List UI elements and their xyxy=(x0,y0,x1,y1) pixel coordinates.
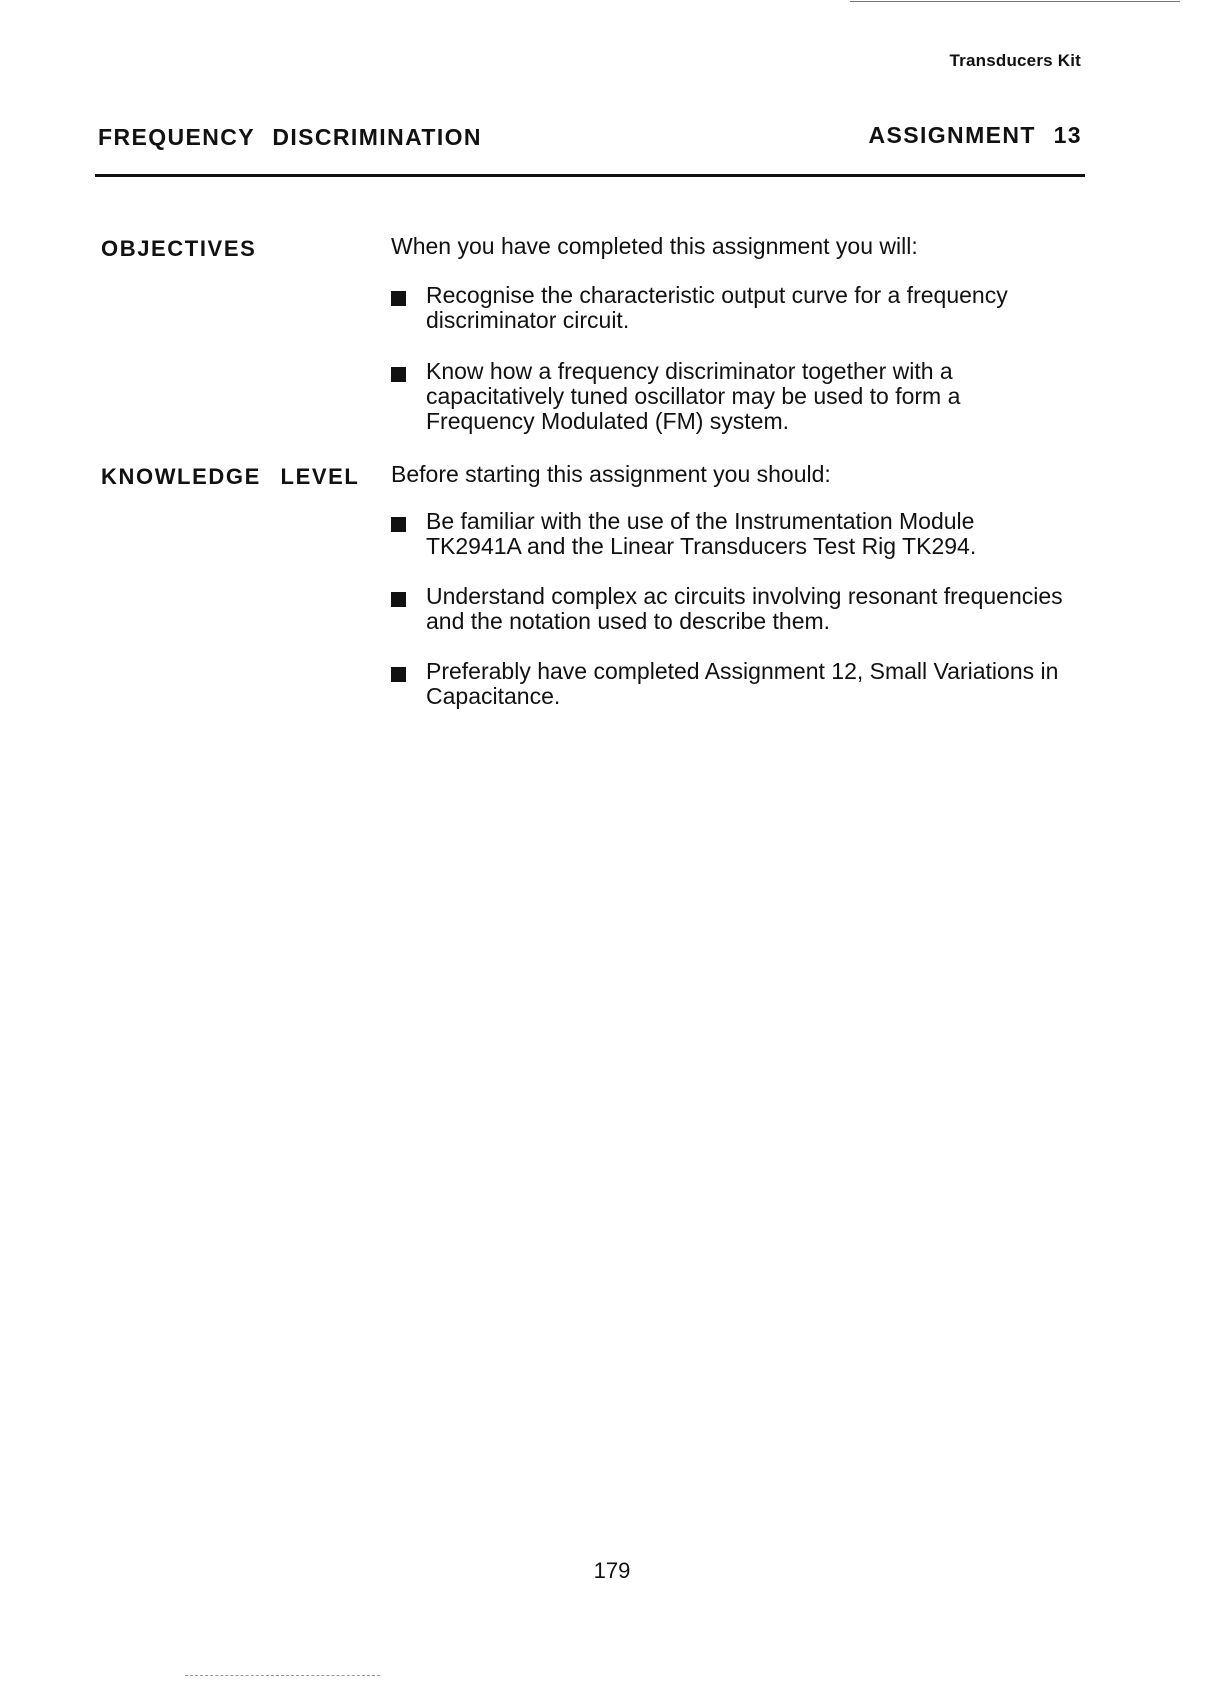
square-bullet-icon xyxy=(391,592,406,607)
running-header-kit: Transducers Kit xyxy=(949,51,1081,70)
objectives-item-text: Know how a frequency discriminator together with a capacitatively tuned oscillator may be used to form a Frequency Modulated (FM) system. xyxy=(426,358,961,434)
knowledge-level-heading: KNOWLEDGE LEVEL xyxy=(101,464,360,489)
knowledge-item-text: Understand complex ac circuits involving resonant frequencies and the notation used to describe them. xyxy=(426,583,1063,634)
knowledge-item-text: Be familiar with the use of the Instrumentation Module TK2941A and the Linear Transducers Test Rig TK294. xyxy=(426,508,977,559)
header-divider xyxy=(95,174,1085,177)
knowledge-level-intro: Before starting this assignment you should: xyxy=(391,461,831,487)
objectives-intro: When you have completed this assignment you will: xyxy=(391,233,918,259)
knowledge-list-item xyxy=(391,509,1071,559)
knowledge-list-item xyxy=(391,659,1071,709)
square-bullet-icon xyxy=(391,517,406,532)
knowledge-list-item xyxy=(391,584,1071,634)
objectives-list-item xyxy=(391,283,1071,333)
assignment-title: FREQUENCY DISCRIMINATION xyxy=(98,124,482,150)
square-bullet-icon xyxy=(391,291,406,306)
page-number: 179 xyxy=(593,1558,631,1583)
objectives-heading: OBJECTIVES xyxy=(101,236,257,261)
knowledge-item-text: Preferably have completed Assignment 12, Small Variations in Capacitance. xyxy=(426,658,1059,709)
objectives-list-item xyxy=(391,359,1071,434)
square-bullet-icon xyxy=(391,667,406,682)
square-bullet-icon xyxy=(391,367,406,382)
objectives-item-text: Recognise the characteristic output curve for a frequency discriminator circuit. xyxy=(426,282,1008,333)
bottom-edge-rule xyxy=(185,1675,380,1676)
top-edge-rule xyxy=(850,1,1180,2)
assignment-number: ASSIGNMENT 13 xyxy=(868,122,1082,148)
